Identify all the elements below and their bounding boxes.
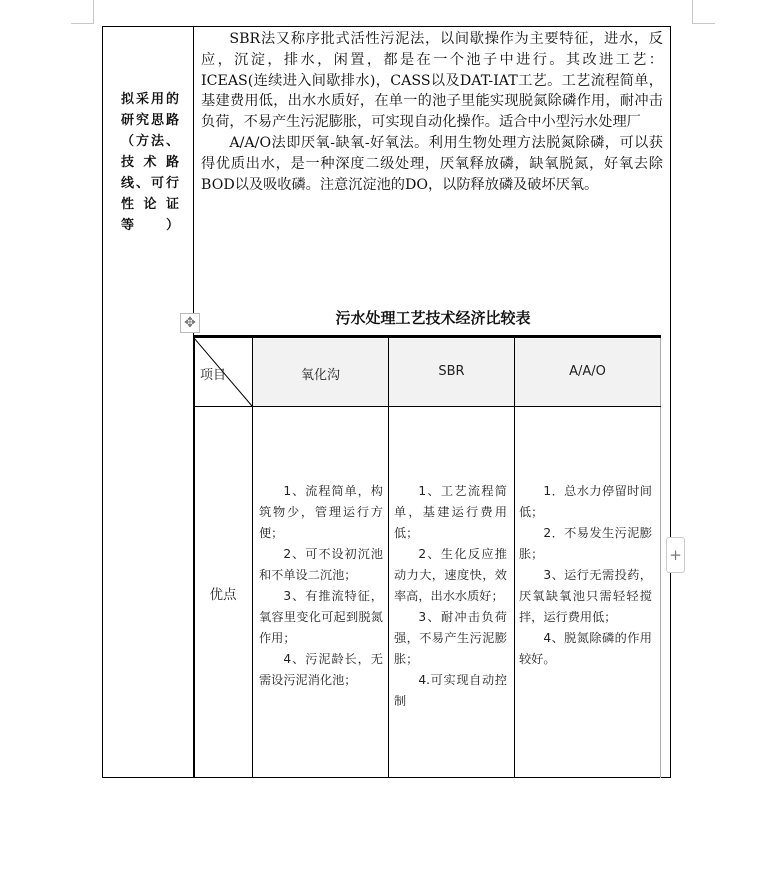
- list-item: 4.可实现自动控制: [394, 673, 507, 708]
- header-sbr: SBR: [438, 364, 465, 379]
- list-item: 4、污泥龄长，无需设污泥消化池；: [259, 652, 383, 687]
- list-item: 1、工艺流程简单，基建运行费用低；: [394, 484, 507, 540]
- header-corner-label: 项目: [200, 368, 227, 383]
- page-corner-mark: [692, 0, 693, 24]
- column-divider: [660, 338, 661, 778]
- add-column-icon[interactable]: +: [666, 537, 685, 573]
- move-handle-icon[interactable]: ✥: [180, 313, 200, 333]
- list-item: 2、可不设初沉池和不单设二沉池；: [259, 547, 383, 582]
- advantages-label: 优点: [209, 587, 237, 603]
- page-corner-mark: [71, 23, 94, 24]
- list-item: 1．总水力停留时间低；: [519, 484, 652, 519]
- list-item: 2、生化反应推动力大，速度快，效率高，出水水质好；: [394, 547, 507, 603]
- cell-oxidation-ditch[interactable]: [259, 481, 383, 691]
- header-oxidation-ditch: 氧化沟: [300, 368, 340, 383]
- content-text[interactable]: [201, 29, 663, 195]
- paragraph-aao: A/A/O法即厌氧-缺氧-好氧法。利用生物处理方法脱氮除磷，可以获得优质出水，是一种深度二级处理，厌氧释放磷，缺氧脱氮，好氧去除BOD以及吸收磷。注意沉淀池的DO，以防释放磷及破坏厌氧。: [201, 134, 663, 193]
- cell-sbr[interactable]: [394, 481, 507, 712]
- comparison-table-title: 污水处理工艺技术经济比较表: [335, 309, 531, 327]
- column-divider: [388, 338, 389, 778]
- row-label: 拟采用的研究思路（方法、技术路线、可行性论证等）: [121, 92, 179, 233]
- paragraph-sbr: SBR法又称序批式活性污泥法，以间歇操作为主要特征，进水，反应，沉淀，排水，闲置，都是在一个池子中进行。其改进工艺：ICEAS(连续进入间歇排水)，CASS以及DAT-IAT工艺。工艺流程简单，基建费用低，出水水质好，在单一的池子里能实现脱氮除磷作用，耐冲击负荷，不易产生污泥膨胀，可实现自动化操作。适合中小型污水处理厂: [201, 31, 663, 131]
- header-aao: A/A/O: [569, 364, 606, 379]
- cell-aao[interactable]: [519, 481, 652, 670]
- page-corner-mark: [93, 0, 94, 24]
- header-divider: [194, 406, 661, 407]
- page-corner-mark: [692, 23, 715, 24]
- table-top-border: [194, 335, 661, 338]
- row-label-cell: [103, 27, 194, 777]
- list-item: 3、有推流特征，氧容里变化可起到脱氮作用；: [259, 589, 383, 645]
- list-item: 2．不易发生污泥膨胀；: [519, 526, 652, 561]
- list-item: 4、脱氮除磷的作用较好。: [519, 631, 652, 666]
- list-item: 3、耐冲击负荷强，不易产生污泥膨胀；: [394, 610, 507, 666]
- list-item: 3、运行无需投药，厌氧缺氧池只需轻轻搅拌，运行费用低；: [519, 568, 652, 624]
- column-divider: [514, 338, 515, 778]
- list-item: 1、流程简单，构筑物少，管理运行方便；: [259, 484, 383, 540]
- comparison-table: [194, 335, 661, 778]
